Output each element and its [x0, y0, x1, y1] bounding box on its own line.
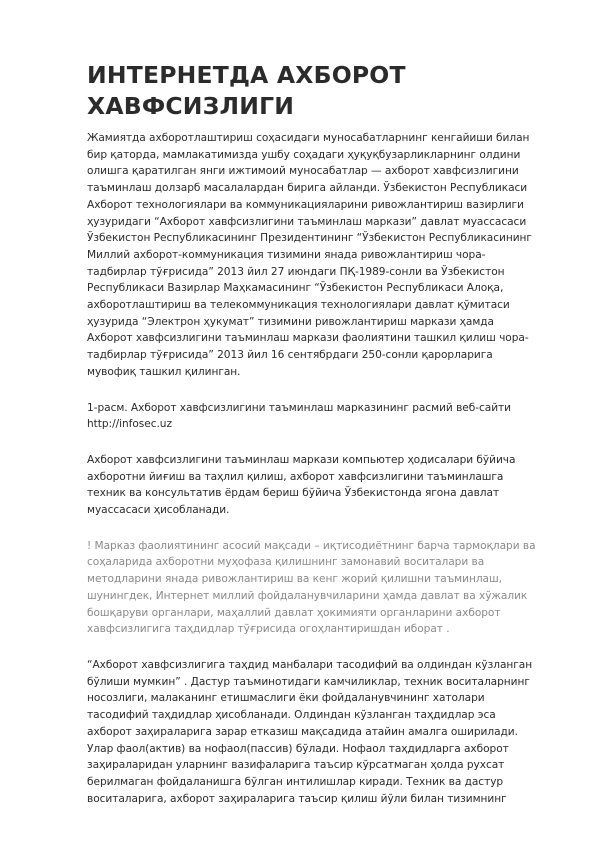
paragraph-threats: “Ахборот хавфсизлигига таҳдид манбалари тасодифий ва олдиндан кўзланган бўлиши мумкин” . Дастур таъминотидаги камчиликлар, техник воситаларнинг носозлиги, малаканинг етишмаслиги ёки фойдаланувчининг хатолари тасодифий таҳдидлар ҳисобланади. Олдиндан кўзланган таҳдидлар эса ахборот заҳираларига зарар етказиш мақсадида атайин амалга оширилади. Улар фаол(актив) ва нофаол(пассив) бўлади. Нофаол таҳдидларга ахборот заҳираларидан уларнинг вазифаларига таъсир кўрсатмаган ҳолда рухсат берилмаган фойдаланишга бўлган интилишлар киради. Техник ва дастур воситаларига, ахборот заҳираларига таъсир қилиш йўли билан тизимнинг	[87, 658, 533, 805]
highlight-note: ! Марказ фаолиятининг асосий мақсади – иқтисодиётнинг барча тармоқлари ва соҳаларида ахборотни муҳофаза қилишнинг замонавий воситалари ва методларини янада ривожлантириш ва кенг жорий қилишни таъминлаш, шунингдек, Интернет миллий фойдаланувчиларини ҳамда давлат ва хўжалик бошқаруви органлари, маҳаллий давлат ҳокимияти органларини ахборот хавфсизлигига таҳдидлар тўғрисида огоҳлантиришдан иборат .	[87, 539, 536, 636]
page-title: ИНТЕРНЕТДА АХБОРОТ ХАВФСИЗЛИГИ	[87, 61, 406, 120]
document-body	[87, 60, 539, 807]
paragraph-center-description: Ахборот хавфсизлигини таъминлаш маркази компьютер ҳодисалари бўйича ахборотни йиғиш ва таҳлил қилиш, ахборот хавфсизлигини таъминлашга техник ва консультатив ёрдам бериш бўйича Ўзбекистонда ягона давлат муассасаси ҳисобланади.	[87, 453, 516, 517]
paragraph-intro: Жамиятда ахборотлаштириш соҳасидаги муносабатларнинг кенгайиши билан бир қаторда, мамлакатимизда ушбу соҳадаги ҳуқуқбузарликларнинг олдини олишга қаратилган янги ижтимоий муносабатлар — ахборот хавфсизлигини таъминлаш долзарб масалалардан бирига айланди. Ўзбекистон Республикаси Ахборот технологиялари ва коммуникацияларини ривожлантириш вазирлиги ҳузуридаги “Ахборот хавфсизлигини таъминлаш маркази” давлат муассасаси Ўзбекистон Республикасининг Президентининг “Ўзбекистон Республикасининг Миллий ахборот-коммуникация тизимини янада ривожлантириш чора-тадбирлар тўғрисида” 2013 йил 27 июндаги ПҚ-1989-сонли ва Ўзбекистон Республикаси Вазирлар Маҳкамасининг “Ўзбекистон Республикаси Алоқа, ахборотлаштириш ва телекоммуникация технологиялари давлат қўмитаси ҳузурида “Электрон ҳукумат” тизимини ривожлантириш маркази ҳамда Ахборот хавфсизлигини таъминлаш маркази фаолиятини ташкил қилиш чора-тадбирлар тўғрисида” 2013 йил 16 сентябрдаги 250-сонли қарорларига мувофиқ ташкил қилинган.	[87, 132, 532, 378]
figure-caption: 1-расм. Ахборот хавфсизлигини таъминлаш марказининг расмий веб-сайти http://infosec.uz	[87, 401, 512, 431]
